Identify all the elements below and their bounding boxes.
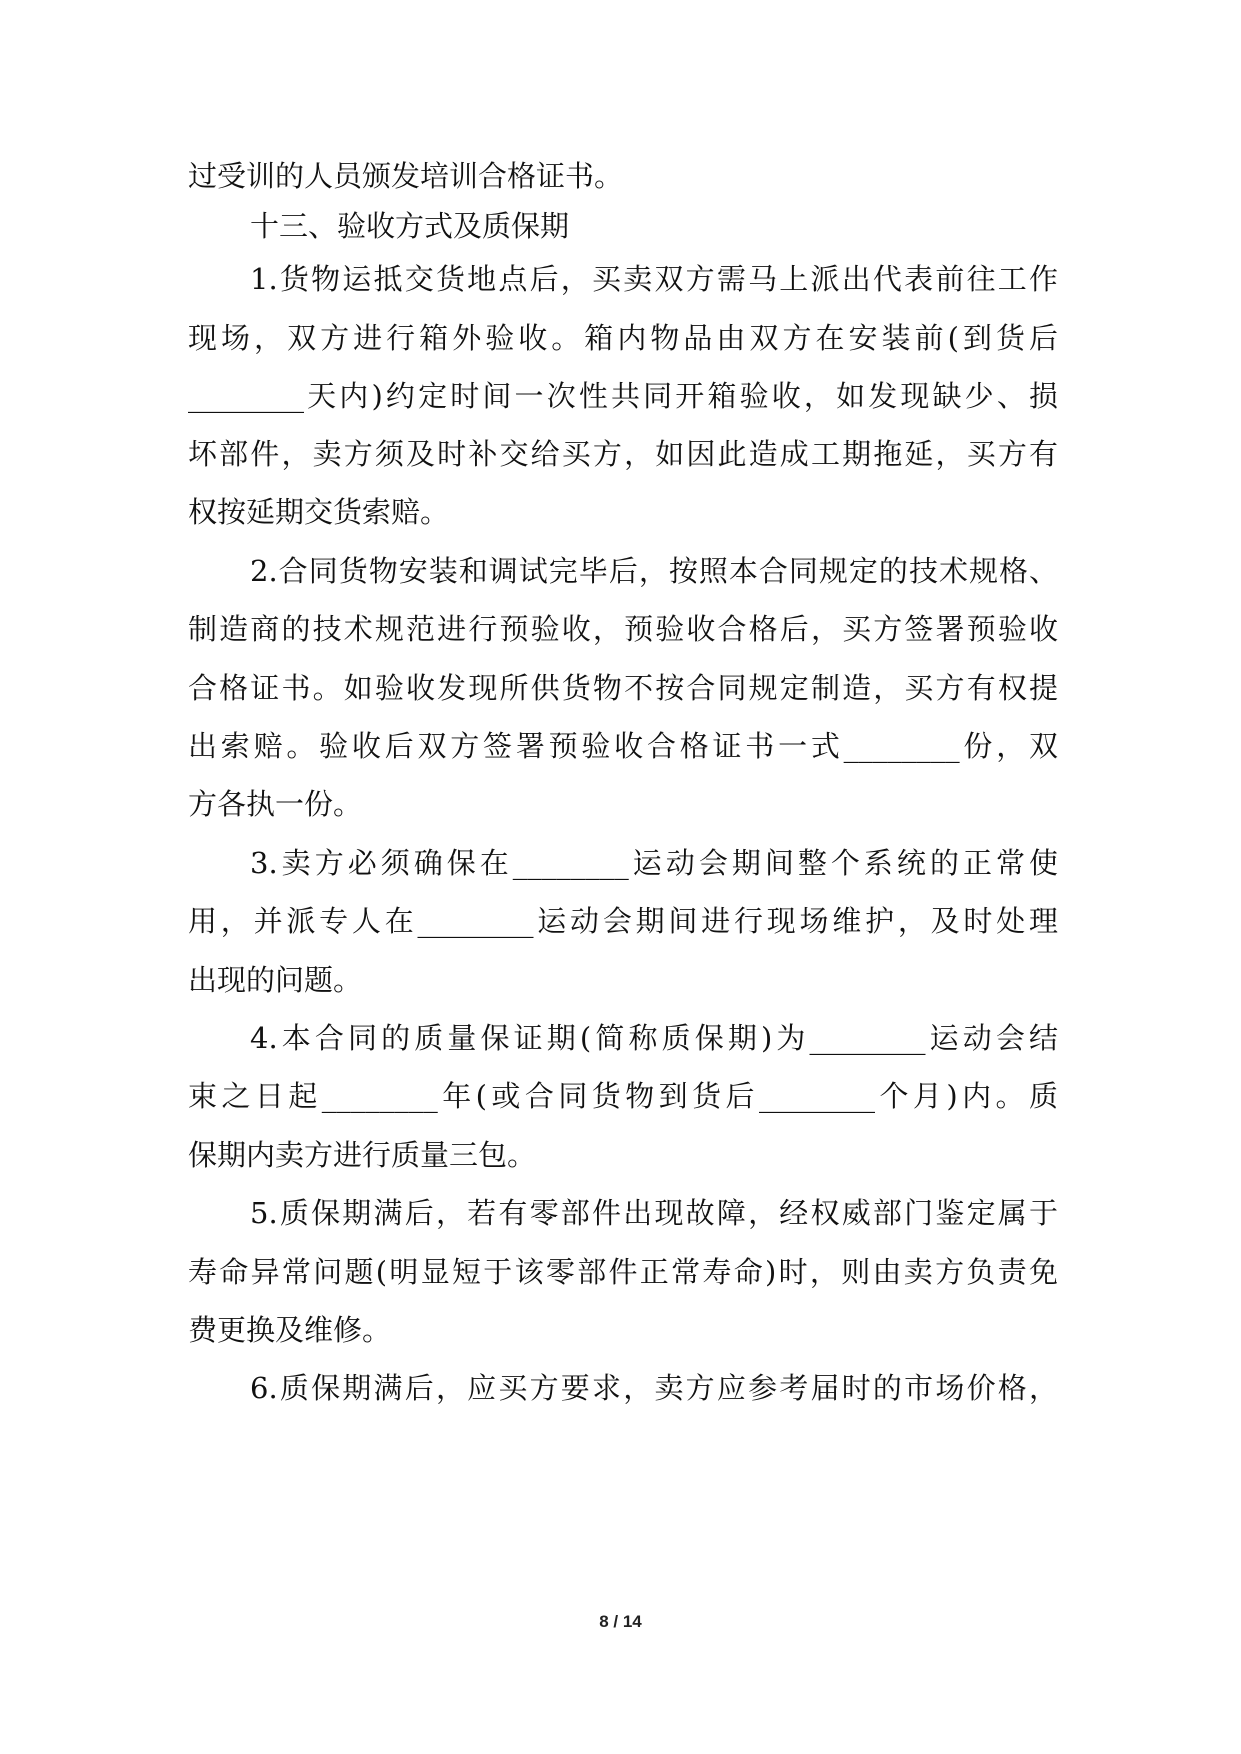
text-line: 寿命异常问题(明显短于该零部件正常寿命)时，则由卖方负责免	[188, 1255, 1058, 1289]
text-line: 1.货物运抵交货地点后，买卖双方需马上派出代表前往工作	[250, 262, 1058, 296]
text-line: 方各执一份。	[188, 787, 363, 821]
section-heading: 十三、验收方式及质保期	[250, 209, 570, 243]
text-line: 制造商的技术规范进行预验收，预验收合格后，买方签署预验收	[188, 612, 1058, 646]
text-line: 5.质保期满后，若有零部件出现故障，经权威部门鉴定属于	[250, 1196, 1058, 1230]
text-line: 费更换及维修。	[188, 1313, 392, 1347]
text-line: 出现的问题。	[188, 963, 363, 997]
page-number: 8 / 14	[599, 1612, 642, 1631]
text-line: 过受训的人员颁发培训合格证书。	[188, 159, 624, 193]
text-line: 保期内卖方进行质量三包。	[188, 1138, 537, 1172]
text-line: 现场，双方进行箱外验收。箱内物品由双方在安装前(到货后	[188, 321, 1058, 355]
text-line: 合格证书。如验收发现所供货物不按合同规定制造，买方有权提	[188, 671, 1058, 705]
text-line: 束之日起________年(或合同货物到货后________个月)内。质	[188, 1079, 1058, 1113]
text-line: 6.质保期满后，应买方要求，卖方应参考届时的市场价格，	[250, 1371, 1058, 1405]
text-line: 权按延期交货索赔。	[188, 495, 450, 529]
text-line: ________天内)约定时间一次性共同开箱验收，如发现缺少、损	[188, 379, 1058, 413]
text-line: 3.卖方必须确保在________运动会期间整个系统的正常使	[250, 846, 1058, 880]
text-line: 2.合同货物安装和调试完毕后，按照本合同规定的技术规格、	[250, 554, 1058, 588]
text-line: 坏部件，卖方须及时补交给买方，如因此造成工期拖延，买方有	[188, 437, 1058, 471]
text-line: 用，并派专人在________运动会期间进行现场维护，及时处理	[188, 904, 1058, 938]
text-line: 4.本合同的质量保证期(简称质保期)为________运动会结	[250, 1021, 1058, 1055]
text-line: 出索赔。验收后双方签署预验收合格证书一式________份，双	[188, 729, 1058, 763]
